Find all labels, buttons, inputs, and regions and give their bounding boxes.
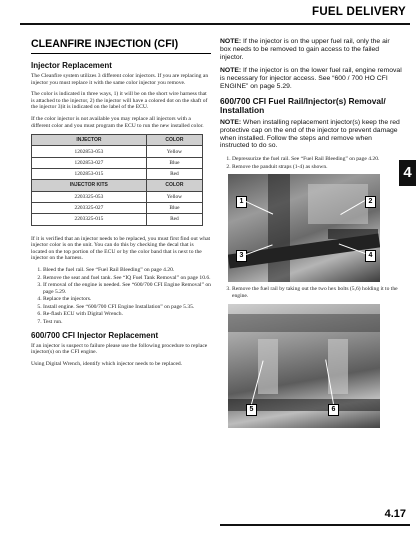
paragraph-injector-colors: The Cleanfire system utilizes 3 different color injectors. If you are replacing an injector you must replace it with the same color injector you remove.	[31, 73, 209, 86]
table-cell: Red	[146, 169, 202, 180]
table-row	[32, 202, 203, 213]
callout-4: 4	[365, 250, 376, 262]
list-item: 1. Bleed the fuel rail. See “Fuel Rail Bleeding” on page 4.20.	[43, 267, 211, 274]
heading-rule	[31, 53, 211, 54]
list-item: 2. Remove the panduit straps (1-4) as shown.	[232, 164, 402, 171]
paragraph-digital-wrench: Using Digital Wrench, identify which injector needs to be replaced.	[31, 360, 183, 367]
table-cell: Blue	[146, 202, 202, 213]
fuel-rail-removal-heading: 600/700 CFI Fuel Rail/Injector(s) Removal/ Installation	[220, 95, 386, 116]
list-item: 3. Remove the fuel rail by taking out the two hex bolts (5,6) holding it to the engine.	[232, 286, 402, 299]
injector-table	[31, 134, 203, 225]
table-row	[32, 214, 203, 225]
table-cell: 1202853-015	[32, 169, 147, 180]
list-item: 5. Install engine. See “600/700 CFI Engine Installation” on page 5.35.	[43, 304, 211, 311]
cfi-injector-replacement-heading: 600/700 CFI Injector Replacement	[31, 330, 159, 340]
callout-6: 6	[328, 404, 339, 416]
fuel-rail-steps-continued	[220, 286, 402, 299]
table-header: INJECTOR KITS	[32, 180, 147, 191]
list-item: 4. Replace the injectors.	[43, 296, 211, 303]
callout-2: 2	[365, 196, 376, 208]
paragraph-suspect-injector: If an injector is suspect to failure please use the following procedure to replace injector(s) on the CFI engine.	[31, 342, 208, 356]
injector-right	[328, 339, 348, 394]
table-cell: 1202853-027	[32, 157, 147, 168]
table-header-row	[32, 135, 203, 146]
fuel-rail	[328, 229, 378, 239]
injector-replacement-steps	[31, 267, 211, 326]
table-cell: 2203325-015	[32, 214, 147, 225]
table-cell: Blue	[146, 157, 202, 168]
page-number: 4.17	[384, 508, 406, 520]
table-header: COLOR	[146, 135, 202, 146]
note-text: When installing replacement injector(s) keep the red protective cap on the end of the injector to prevent damage when installed. Follow the steps and remove when instructed to do so.	[220, 118, 400, 150]
list-item: 7. Test run.	[43, 319, 211, 326]
callout-1: 1	[236, 196, 247, 208]
table-header: COLOR	[146, 180, 202, 191]
section-title: FUEL DELIVERY	[312, 6, 406, 18]
note-protective-cap	[220, 119, 402, 150]
paragraph-verify-injector: If it is verified that an injector needs to be replaced, you must first find out what injector color is on the unit. You can do this by checking the decal that is located on the top portion of the ECU or by the color band that is next to the injector on the harness.	[31, 235, 211, 262]
table-cell: 2203325-053	[32, 191, 147, 202]
table-row	[32, 157, 203, 168]
engine-block	[268, 174, 290, 282]
table-cell: 2203325-027	[32, 202, 147, 213]
paragraph-color-indication: The color is indicated in three ways, 1) it will be on the short wire harness that is attached to the injector, 2) the injector will have a colored dot on the shaft of the injector 3)it is indicated on the label of the ECU.	[31, 91, 208, 111]
table-cell: 1202853-053	[32, 146, 147, 157]
table-cell: Yellow	[146, 191, 202, 202]
note-label: NOTE:	[220, 118, 242, 126]
callout-5: 5	[246, 404, 257, 416]
table-header: INJECTOR	[32, 135, 147, 146]
table-row	[32, 191, 203, 202]
table-cell: Yellow	[146, 146, 202, 157]
callout-3: 3	[236, 250, 247, 262]
paragraph-program-ecu: If the color injector is not available you may replace all injectors with a different color and you must program the ECU to run the new installed color.	[31, 115, 204, 129]
table-row	[32, 146, 203, 157]
table-header-row	[32, 180, 203, 191]
chapter-tab: 4	[399, 160, 416, 186]
note-label: NOTE:	[220, 38, 242, 45]
list-item: 6. Re-flash ECU with Digital Wrench.	[43, 311, 211, 318]
list-item: 1. Depressurize the fuel rail. See “Fuel Rail Bleeding” on page 4.20.	[232, 156, 402, 163]
right-column	[220, 38, 402, 432]
note-label: NOTE:	[220, 67, 242, 75]
fuel-rail-top	[228, 314, 380, 332]
fuel-rail-steps	[220, 156, 402, 170]
engine-photo-hex-bolts	[228, 304, 380, 428]
left-column	[31, 38, 211, 372]
header-rule	[20, 23, 410, 25]
cleanfire-heading: CLEANFIRE INJECTION (CFI)	[31, 38, 179, 50]
note-text: If the injector is on the upper fuel rail, only the air box needs to be removed to gain access to the failed injector.	[220, 38, 390, 61]
note-upper-rail	[220, 38, 402, 61]
table-row	[32, 169, 203, 180]
table-cell: Red	[146, 214, 202, 225]
note-lower-rail	[220, 67, 402, 90]
engine-photo-panduit-straps	[228, 174, 380, 282]
footer-rule	[220, 524, 410, 526]
injector-replacement-heading: Injector Replacement	[31, 61, 112, 70]
note-text: If the injector is on the lower fuel rail, engine removal is necessary for injector access. See “600 / 700 HO CFI ENGINE” on page 5.29.	[220, 67, 402, 90]
list-item: 2. Remove the seat and fuel tank. See “IQ Fuel Tank Removal” on page 10.6.	[43, 275, 211, 282]
list-item: 3. If removal of the engine is needed. See “600/700 CFI Engine Removal” on page 5.29.	[43, 282, 211, 295]
